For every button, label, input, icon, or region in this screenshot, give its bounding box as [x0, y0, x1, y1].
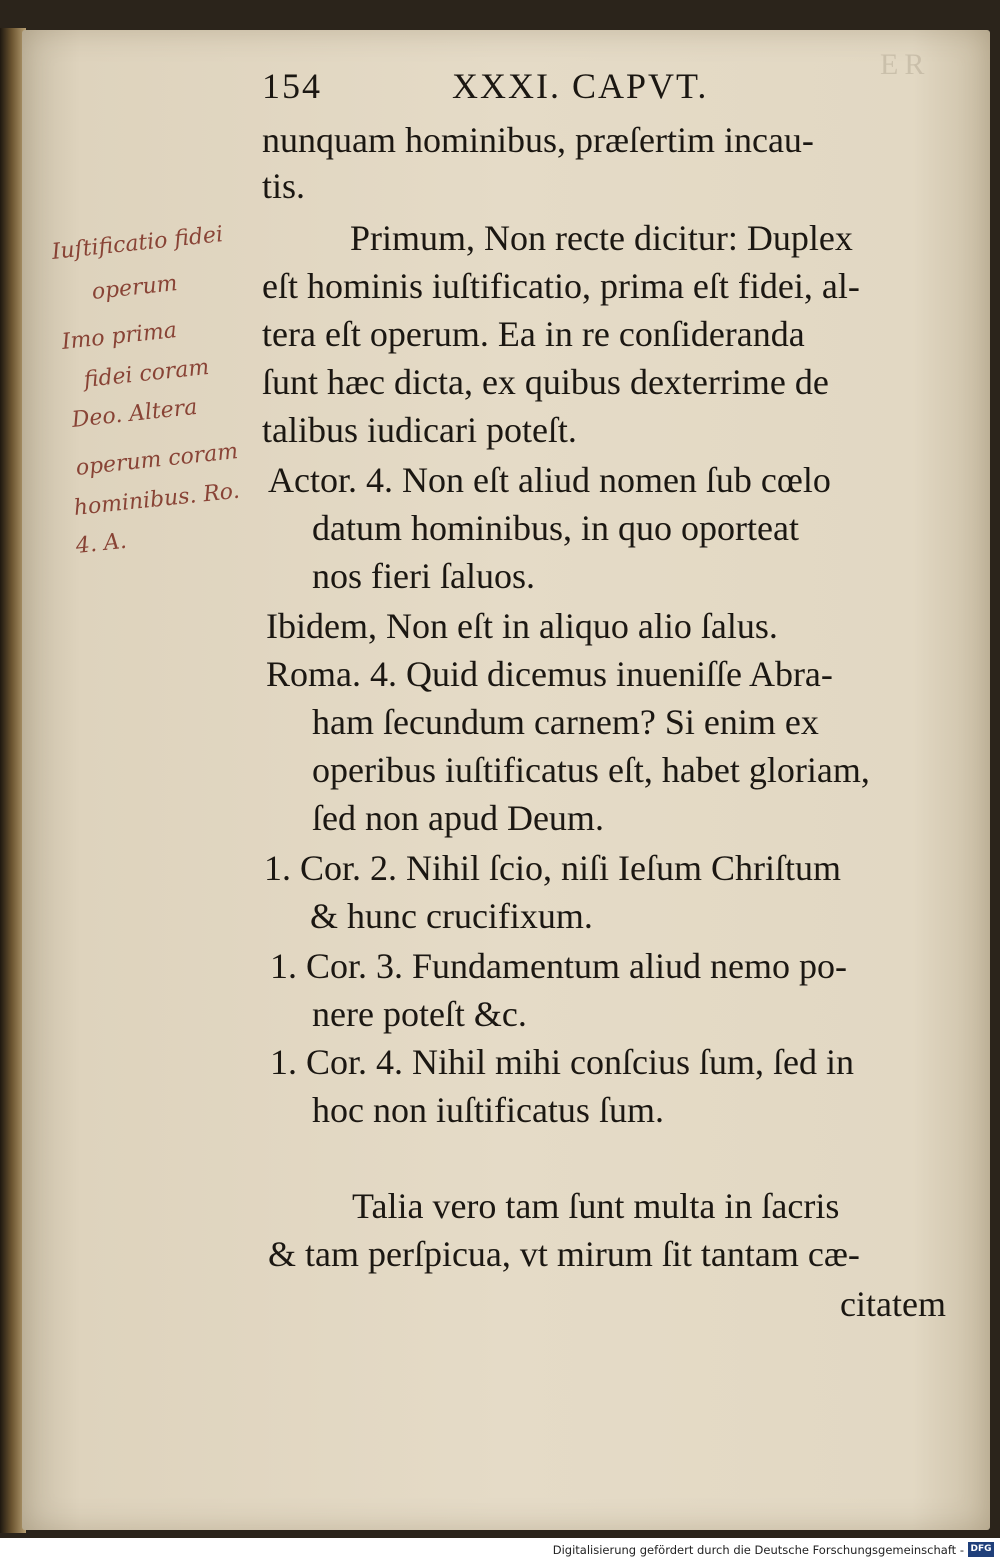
text-line: ſed non apud Deum.	[312, 798, 604, 838]
margin-note-line: operum coram	[74, 439, 240, 481]
text-line: & hunc crucifixum.	[310, 896, 593, 936]
text-line: tis.	[262, 166, 306, 206]
text-line: eſt hominis iuſtificatio, prima eſt fidei, al-	[262, 266, 860, 306]
text-line: Talia vero tam ſunt multa in ſacris	[352, 1186, 840, 1226]
text-line: operibus iuſtificatus eſt, habet gloriam,	[312, 750, 870, 790]
margin-note-line: hominibus. Ro.	[72, 478, 241, 521]
text-line: 1. Cor. 4. Nihil mihi conſcius ſum, ſed in	[270, 1042, 854, 1082]
text-line: ham ſecundum carnem? Si enim ex	[312, 702, 819, 742]
text-line: nere poteſt &c.	[312, 994, 527, 1034]
margin-note-line: operum	[90, 271, 179, 305]
text-line: Roma. 4. Quid dicemus inueniſſe Abra-	[266, 654, 833, 694]
text-line: 1. Cor. 3. Fundamentum aliud nemo po-	[270, 946, 847, 986]
text-line: talibus iudicari poteſt.	[262, 410, 577, 450]
text-line: 1. Cor. 2. Nihil ſcio, niſi Ieſum Chriſtum	[264, 848, 841, 888]
text-line: tera eſt operum. Ea in re conſideranda	[262, 314, 805, 354]
funding-credit: Digitalisierung gefördert durch die Deutsche Forschungsgemeinschaft -	[552, 1543, 964, 1557]
text-line: nunquam hominibus, præſertim incau-	[262, 120, 814, 160]
text-line: nos fieri ſaluos.	[312, 556, 535, 596]
margin-note-line: 4. A.	[74, 528, 128, 559]
margin-note-line: Deo. Altera	[70, 394, 199, 433]
text-line: ſunt hæc dicta, ex quibus dexterrime de	[262, 362, 829, 402]
margin-note-line: fidei coram	[82, 354, 211, 393]
text-line: Ibidem, Non eſt in aliquo alio ſalus.	[266, 606, 778, 646]
text-line: citatem	[840, 1284, 946, 1324]
margin-note-line: Iuſtificatio fidei	[50, 222, 225, 265]
dfg-logo: DFG	[968, 1542, 994, 1557]
text-line: Actor. 4. Non eſt aliud nomen ſub cœlo	[268, 460, 831, 500]
chapter-heading: XXXI. CAPVT.	[452, 66, 709, 106]
show-through-text: ER	[880, 48, 931, 81]
text-line: Primum, Non recte dicitur: Duplex	[350, 218, 853, 258]
text-line: & tam perſpicua, vt mirum ſit tantam cæ-	[268, 1234, 860, 1274]
text-line: datum hominibus, in quo oporteat	[312, 508, 799, 548]
margin-note-line: Imo prima	[60, 318, 179, 355]
text-line: hoc non iuſtificatus ſum.	[312, 1090, 664, 1130]
page-number: 154	[262, 66, 322, 106]
